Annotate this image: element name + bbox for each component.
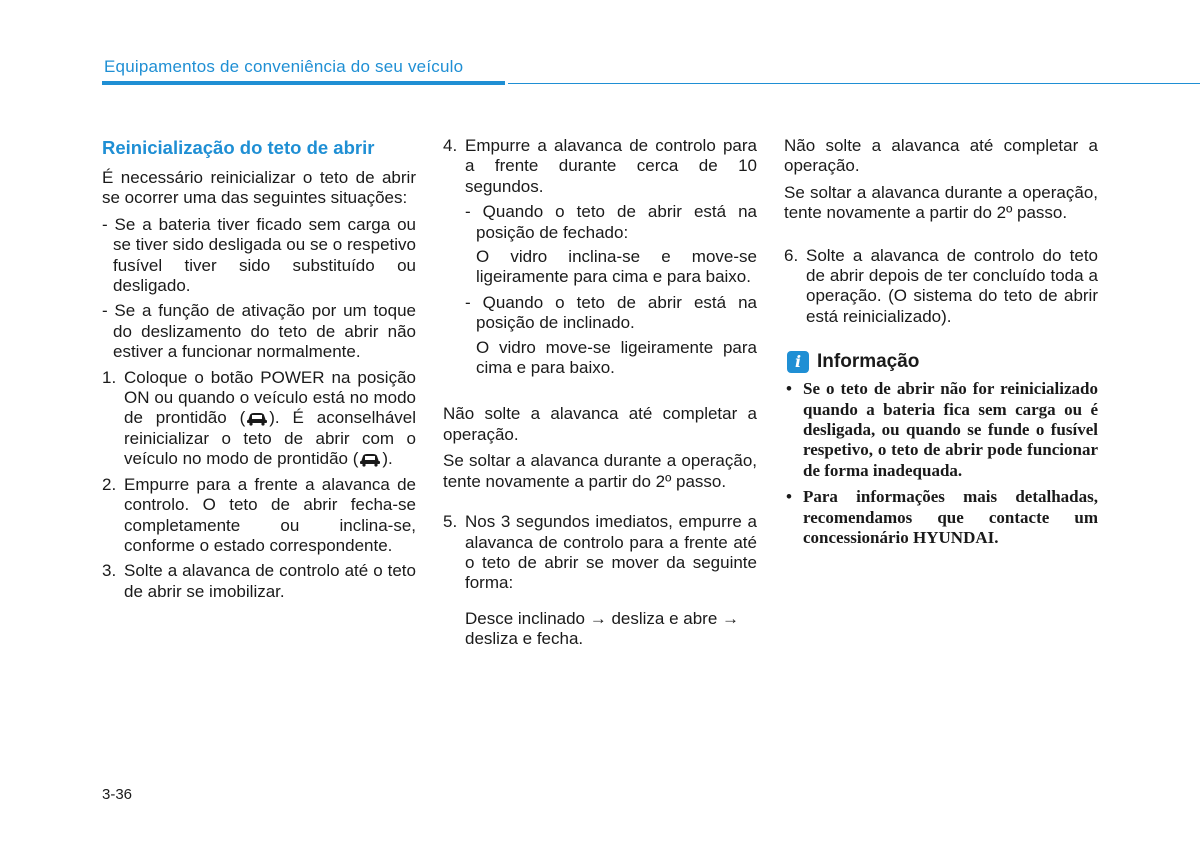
note-paragraph: Se soltar a alavanca durante a operação, tente novamente a partir do 2º passo.: [784, 182, 1098, 223]
bullet-text: Se o teto de abrir não for reinicializado quando a bateria fica sem carga ou é desligada, ou quando se funde o fusível respetivo, o teto de abrir pode funcionar de forma inadequada.: [803, 379, 1098, 480]
header-title: Equipamentos de conveniência do seu veículo: [104, 57, 464, 76]
sub-condition: - Quando o teto de abrir está na posição de fechado:: [465, 202, 757, 242]
step-text: Nos 3 segundos imediatos, empurre a alavanca de controlo para a frente até o teto de abrir se mover da seguinte forma:: [465, 512, 757, 593]
step-2: [102, 475, 416, 557]
bullet-marker: •: [786, 379, 792, 399]
step-3: [102, 561, 416, 602]
movement-sequence: Desce inclinado → desliza e abre → desliza e fecha.: [465, 608, 740, 649]
step-text: Empurre para a frente a alavanca de controlo. O teto de abrir fecha-se completamente ou inclina-se, conforme o estado correspondente.: [124, 474, 416, 555]
step-text: Solte a alavanca de controlo até o teto de abrir se imobilizar.: [124, 561, 416, 601]
step-6: [784, 246, 1098, 328]
step-text: ). É aconselhável reinicializar o teto de abrir com o veículo no modo de prontidão (: [124, 408, 416, 469]
step-number: 1.: [102, 367, 117, 387]
section-title: Reinicialização do teto de abrir: [102, 137, 375, 158]
sub-condition: - Quando o teto de abrir está na posição de inclinado.: [465, 292, 757, 333]
step-5: [443, 512, 757, 594]
header-bar: [102, 81, 505, 85]
step-number: 6.: [784, 245, 799, 265]
bullet-marker: •: [786, 487, 792, 507]
step-text: Coloque o botão POWER na posição ON ou quando o veículo está no modo de prontidão (: [124, 367, 416, 428]
step-4: [443, 136, 757, 197]
step-text: ).: [382, 449, 393, 469]
condition-item: - Se a função de ativação por um toque do deslizamento do teto de abrir não estiver a funcionar normalmente.: [102, 301, 416, 362]
info-bullet: [784, 487, 1098, 548]
note-paragraph: Se soltar a alavanca durante a operação, tente novamente a partir do 2º passo.: [443, 451, 757, 491]
header-rule: [508, 83, 1200, 84]
page-number: 3-36: [102, 786, 133, 803]
column-3: [784, 136, 1098, 555]
column-1: [102, 136, 416, 607]
info-title: Informação: [817, 351, 920, 373]
note-paragraph: Não solte a alavanca até completar a operação.: [443, 404, 757, 444]
step-number: 5.: [443, 512, 458, 532]
step-text: Empurre a alavanca de controlo para a frente durante cerca de 10 segundos.: [465, 136, 757, 196]
ready-mode-car-icon: [358, 449, 382, 468]
step-number: 3.: [102, 561, 117, 581]
sub-result: O vidro inclina-se e move-se ligeiramente para cima e para baixo.: [476, 247, 757, 287]
condition-item: - Se a bateria tiver ficado sem carga ou se tiver sido desligada ou se o respetivo fusível tiver sido substituído ou desligado.: [102, 214, 416, 296]
column-2: [443, 136, 757, 650]
sub-result: O vidro move-se ligeiramente para cima e para baixo.: [476, 337, 757, 378]
step-number: 2.: [102, 474, 117, 494]
step-1: [102, 368, 416, 470]
info-header: [784, 351, 1098, 373]
note-paragraph: Não solte a alavanca até completar a operação.: [784, 136, 1098, 176]
intro-paragraph: É necessário reinicializar o teto de abrir se ocorrer uma das seguintes situações:: [102, 168, 416, 208]
step-number: 4.: [443, 136, 458, 155]
bullet-text: Para informações mais detalhadas, recomendamos que contacte um concessionário HYUNDAI.: [803, 487, 1098, 548]
info-bullet: [784, 379, 1098, 481]
info-icon: i: [787, 351, 809, 373]
step-text: Solte a alavanca de controlo do teto de abrir depois de ter concluído toda a operação. (O sistema do teto de abrir está reinicializado).: [806, 245, 1098, 326]
ready-mode-car-icon: [245, 408, 269, 427]
